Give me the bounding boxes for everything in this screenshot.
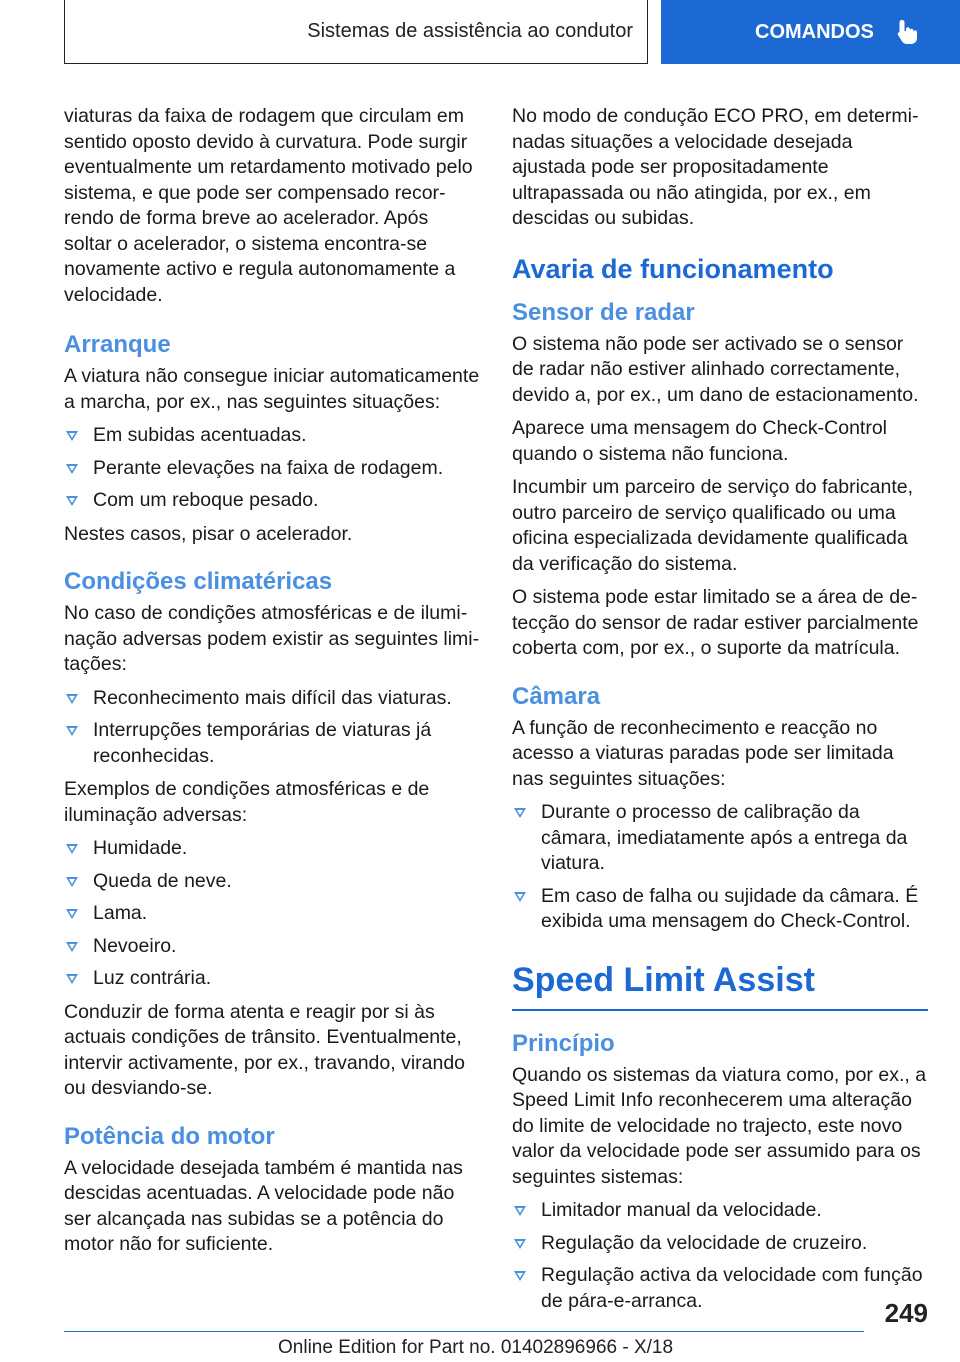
principle-text: Quando os sistemas da viatura como, por ex., a Speed Limit Info reconhecerem uma alteração do limite de velocidade no trajecto, este novo valor da velocidade pode ser assumido para os seguintes sistemas: — [512, 1063, 927, 1188]
list-item: Humidade. — [64, 836, 480, 862]
heading-speed-limit-assist: Speed Limit Assist — [512, 957, 928, 1011]
bullet-triangle-icon — [66, 942, 78, 952]
arranque-after: Nestes casos, pisar o acelerador. — [64, 522, 353, 545]
engine-text: A velocidade desejada também é mantida nas descidas acentuadas. A velocidade pode não ser alcançada nas subidas se a potência do motor não for suficiente. — [64, 1156, 463, 1255]
bullet-triangle-icon — [66, 877, 78, 887]
list-item: Em caso de falha ou sujidade da câmara. É exibida uma mensagem do Check-Control. — [512, 884, 928, 935]
pointing-hand-icon — [896, 19, 920, 45]
bullet-triangle-icon — [66, 974, 78, 984]
bullet-triangle-icon — [514, 1206, 526, 1216]
heading-climate: Condições climatéricas — [64, 568, 333, 595]
list-item: Reconhecimento mais difícil das viaturas. — [64, 686, 480, 712]
arranque-text: A viatura não consegue iniciar automaticamente a marcha, por ex., nas seguintes situações: — [64, 365, 480, 413]
section-title: Sistemas de assistência ao condutor — [64, 0, 648, 64]
radar-paragraph: Incumbir um parceiro de serviço do fabricante, outro parceiro de serviço qualificado ou uma oficina especializada devidamente qualificada da verificação do sistema. — [512, 476, 914, 575]
bullet-triangle-icon — [514, 1239, 526, 1249]
chapter-tab[interactable] — [661, 0, 960, 64]
heading-engine: Potência do motor — [64, 1122, 275, 1150]
list-item: Lama. — [64, 901, 480, 927]
bullet-triangle-icon — [66, 464, 78, 474]
list-item: Luz contrária. — [64, 966, 480, 992]
heading-camera: Câmara — [512, 682, 601, 710]
camera-text: A função de reconhecimento e reacção no acesso a viaturas paradas pode ser limitada nas seguintes situações: — [512, 716, 894, 790]
bullet-triangle-icon — [66, 726, 78, 736]
chapter-tab-label: COMANDOS — [755, 20, 874, 43]
radar-paragraph: Aparece uma mensagem do Check-Control quando o sistema não funciona. — [512, 417, 888, 465]
page-header — [64, 0, 960, 66]
climate-list — [64, 686, 480, 770]
list-item: Limitador manual da velocidade. — [512, 1198, 928, 1224]
sla-list — [512, 1198, 928, 1314]
bullet-triangle-icon — [514, 892, 526, 902]
left-column — [64, 104, 480, 1266]
heading-malfunction: Avaria de funcionamento — [512, 253, 834, 284]
heading-principle: Princípio — [512, 1029, 615, 1057]
bullet-triangle-icon — [66, 694, 78, 704]
page-number: 249 — [884, 1298, 928, 1328]
radar-paragraph: O sistema não pode ser activado se o sensor de radar não estiver alinhado correctamente, devido a, por ex., um dano de estacionamento. — [512, 332, 919, 406]
list-item: Com um reboque pesado. — [64, 488, 480, 514]
footer-edition: Online Edition for Part no. 01402896966 - X/18 — [278, 1337, 674, 1358]
arranque-list — [64, 423, 480, 514]
camera-list — [512, 800, 928, 935]
heading-radar: Sensor de radar — [512, 298, 695, 326]
bullet-triangle-icon — [66, 909, 78, 919]
list-item: Perante elevações na faixa de rodagem. — [64, 456, 480, 482]
climate-text: No caso de condições atmosféricas e de iluminação adversas podem existir as seguintes limitações: — [64, 602, 480, 675]
bullet-triangle-icon — [514, 808, 526, 818]
bullet-triangle-icon — [66, 496, 78, 506]
bullet-triangle-icon — [514, 1271, 526, 1281]
list-item: Durante o processo de calibração da câmara, imediatamente após a entrega da viatura. — [512, 800, 928, 877]
list-item: Queda de neve. — [64, 869, 480, 895]
list-item: Regulação da velocidade de cruzeiro. — [512, 1231, 928, 1257]
eco-paragraph: No modo de condução ECO PRO, em determinadas situações a velocidade desejada ajustada pode ser propositadamente ultrapassada ou não atingida, por ex., em descidas ou subidas. — [512, 105, 919, 229]
intro-paragraph: viaturas da faixa de rodagem que circulam em sentido oposto devido à curvatura. Pode surgir eventualmente um retardamento motivado pelo sistema, e que pode ser compensado recorrendo de forma breve ao acelerador. Após soltar o acelerador, o sistema encontra-se novamente activo e regula autonomamente a velocidade. — [64, 105, 473, 306]
heading-arranque: Arranque — [64, 331, 171, 358]
list-item: Regulação activa da velocidade com função de pára-e-arranca. — [512, 1263, 928, 1314]
bullet-triangle-icon — [66, 844, 78, 854]
footer-divider — [64, 1331, 864, 1332]
climate-examples-list — [64, 836, 480, 992]
list-item: Nevoeiro. — [64, 934, 480, 960]
bullet-triangle-icon — [66, 431, 78, 441]
right-column — [512, 104, 928, 1322]
climate-after: Conduzir de forma atenta e reagir por si às actuais condições de trânsito. Eventualmente, intervir activamente, por ex., travando, virando ou desviando-se. — [64, 1000, 466, 1099]
list-item: Interrupções temporárias de viaturas já reconhecidas. — [64, 718, 480, 769]
list-item: Em subidas acentuadas. — [64, 423, 480, 449]
climate-examples: Exemplos de condições atmosféricas e de iluminação adversas: — [64, 778, 430, 826]
radar-paragraph: O sistema pode estar limitado se a área de detecção do sensor de radar estiver parcialmente coberta com, por ex., o suporte da matrícula. — [512, 586, 919, 659]
